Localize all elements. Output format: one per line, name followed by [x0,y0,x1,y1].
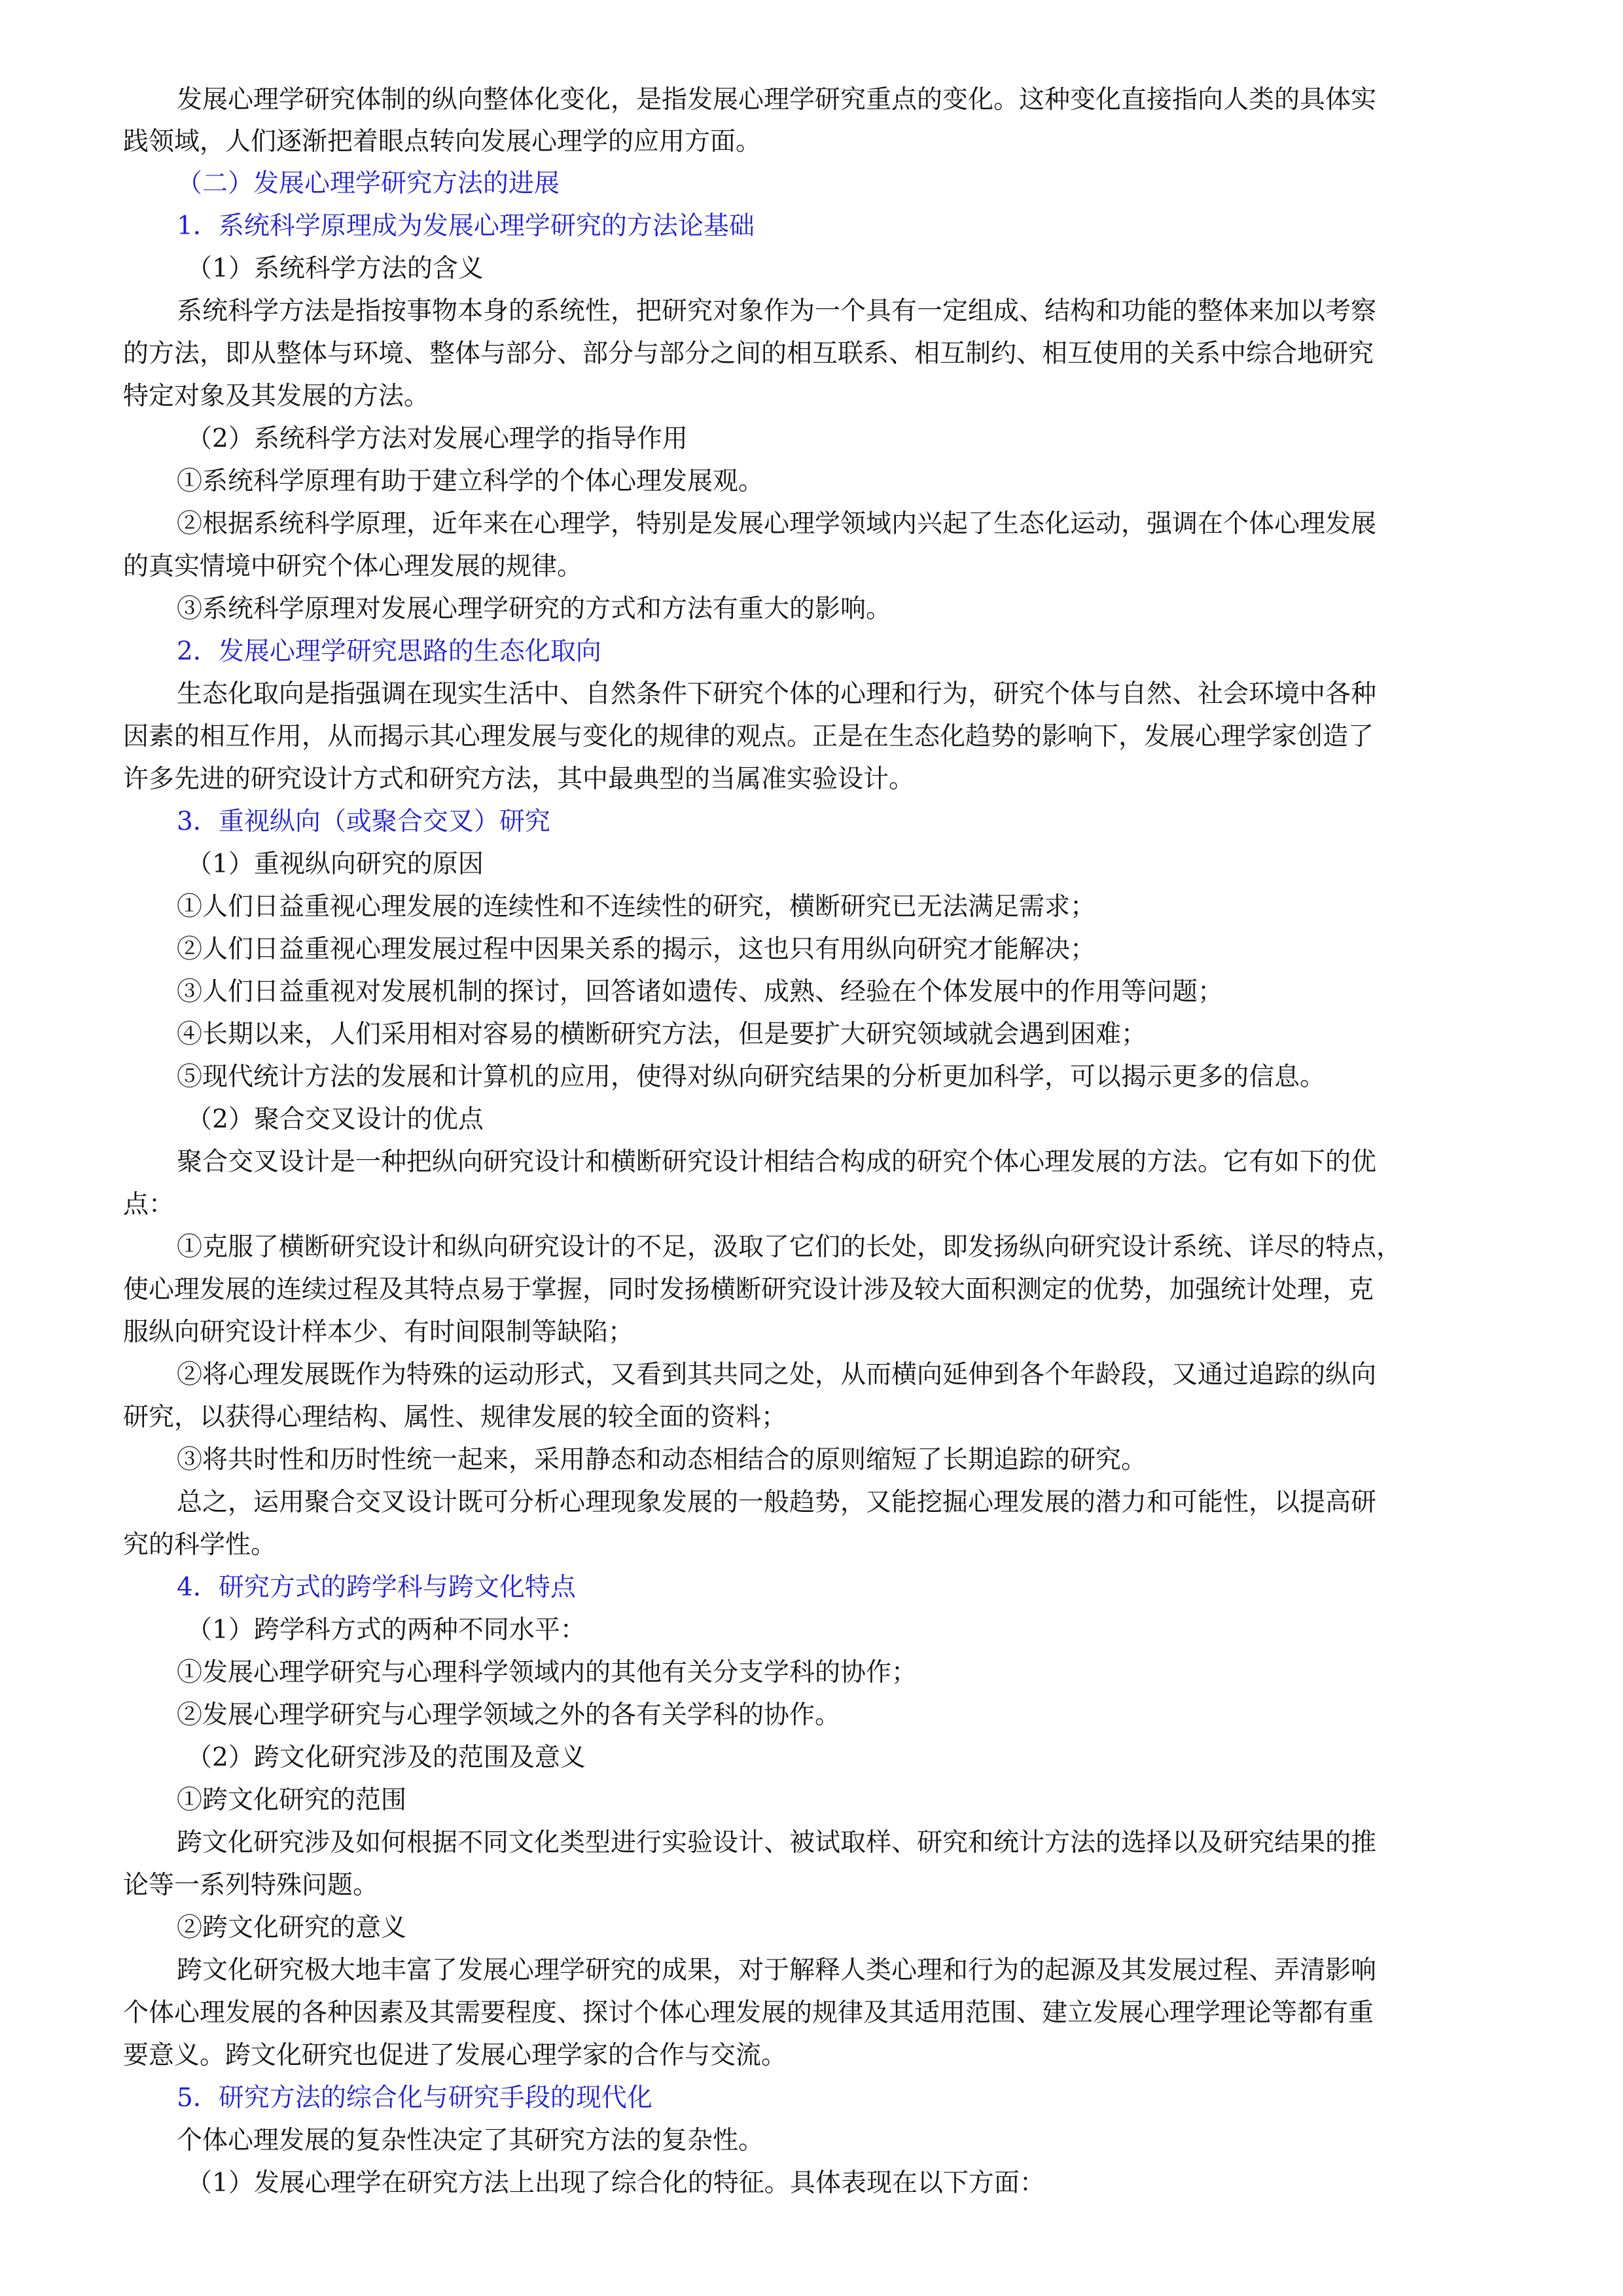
section-heading: 3．重视纵向（或聚合交叉）研究 [177,807,550,836]
paragraph-line: ①系统科学原理有助于建立科学的个体心理发展观。 [177,467,764,496]
paragraph-line: 跨文化研究极大地丰富了发展心理学研究的成果，对于解释人类心理和行为的起源及其发展过程、弄清影响 [177,1956,1377,1985]
section-heading: （二）发展心理学研究方法的进展 [177,169,560,198]
subheading: （1）系统科学方法的含义 [187,254,484,283]
subheading: （1）跨学科方式的两种不同水平： [187,1615,586,1645]
paragraph-line: ③系统科学原理对发展心理学研究的方式和方法有重大的影响。 [177,594,892,624]
paragraph-line: 许多先进的研究设计方式和研究方法，其中最典型的当属准实验设计。 [123,764,915,794]
paragraph-line: 系统科学方法是指按事物本身的系统性，把研究对象作为一个具有一定组成、结构和功能的整体来加以考察 [177,296,1377,326]
subheading: （2）跨文化研究涉及的范围及意义 [187,1743,586,1772]
paragraph-line: 论等一系列特殊问题。 [123,1871,379,1900]
paragraph-line: 生态化取向是指强调在现实生活中、自然条件下研究个体的心理和行为，研究个体与自然、社会环境中各种 [177,679,1377,709]
section-heading: 4．研究方式的跨学科与跨文化特点 [177,1573,576,1602]
paragraph-line: ②人们日益重视心理发展过程中因果关系的揭示，这也只有用纵向研究才能解决； [177,935,1096,964]
paragraph-line: 的方法，即从整体与环境、整体与部分、部分与部分之间的相互联系、相互制约、相互使用的关系中综合地研究 [123,339,1374,368]
paragraph-line: 点： [123,1190,175,1219]
paragraph-line: ③人们日益重视对发展机制的探讨，回答诸如遗传、成熟、经验在个体发展中的作用等问题； [177,977,1224,1007]
section-heading: 2．发展心理学研究思路的生态化取向 [177,637,601,666]
paragraph-line: 的真实情境中研究个体心理发展的规律。 [123,552,583,581]
paragraph-line: ④长期以来，人们采用相对容易的横断研究方法，但是要扩大研究领域就会遇到困难； [177,1020,1147,1049]
paragraph-line: 研究，以获得心理结构、属性、规律发展的较全面的资料； [123,1403,787,1432]
paragraph-line: ①发展心理学研究与心理科学领域内的其他有关分支学科的协作； [177,1658,918,1687]
paragraph-line: 特定对象及其发展的方法。 [123,382,430,411]
paragraph-line: 服纵向研究设计样本少、有时间限制等缺陷； [123,1318,634,1347]
paragraph-line: ②将心理发展既作为特殊的运动形式，又看到其共同之处，从而横向延伸到各个年龄段，又通过追踪的纵向 [177,1360,1377,1390]
paragraph-line: ③将共时性和历时性统一起来，采用静态和动态相结合的原则缩短了长期追踪的研究。 [177,1445,1147,1475]
paragraph-line: 要意义。跨文化研究也促进了发展心理学家的合作与交流。 [123,2041,787,2070]
paragraph-line: ⑤现代统计方法的发展和计算机的应用，使得对纵向研究结果的分析更加科学，可以揭示更多的信息。 [177,1062,1326,1092]
paragraph-line: 究的科学性。 [123,1530,277,1560]
subheading: （1）发展心理学在研究方法上出现了综合化的特征。具体表现在以下方面： [187,2168,1045,2198]
section-heading: 5．研究方法的综合化与研究手段的现代化 [177,2083,652,2113]
paragraph-line: ②跨文化研究的意义 [177,1913,407,1943]
paragraph-line: 发展心理学研究体制的纵向整体化变化，是指发展心理学研究重点的变化。这种变化直接指向人类的具体实 [177,85,1377,115]
paragraph-line: 聚合交叉设计是一种把纵向研究设计和横断研究设计相结合构成的研究个体心理发展的方法。它有如下的优 [177,1147,1377,1177]
paragraph-line: 跨文化研究涉及如何根据不同文化类型进行实验设计、被试取样、研究和统计方法的选择以及研究结果的推 [177,1828,1377,1857]
section-heading: 1．系统科学原理成为发展心理学研究的方法论基础 [177,211,755,241]
paragraph-line: ②根据系统科学原理，近年来在心理学，特别是发展心理学领域内兴起了生态化运动，强调在个体心理发展 [177,509,1377,539]
paragraph-line: ②发展心理学研究与心理学领域之外的各有关学科的协作。 [177,1700,841,1730]
paragraph-line: 因素的相互作用，从而揭示其心理发展与变化的规律的观点。正是在生态化趋势的影响下，发展心理学家创造了 [123,722,1374,751]
subheading: （2）聚合交叉设计的优点 [187,1105,484,1134]
paragraph-line: 使心理发展的连续过程及其特点易于掌握，同时发扬横断研究设计涉及较大面积测定的优势，加强统计处理，克 [123,1275,1374,1304]
paragraph-line: 个体心理发展的各种因素及其需要程度、探讨个体心理发展的规律及其适用范围、建立发展心理学理论等都有重 [123,1998,1374,2028]
subheading: （2）系统科学方法对发展心理学的指导作用 [187,424,688,454]
paragraph-line: 个体心理发展的复杂性决定了其研究方法的复杂性。 [177,2126,764,2155]
paragraph-line: ①跨文化研究的范围 [177,1785,407,1815]
paragraph-line: ①人们日益重视心理发展的连续性和不连续性的研究，横断研究已无法满足需求； [177,892,1096,922]
paragraph-line: ①克服了横断研究设计和纵向研究设计的不足，汲取了它们的长处，即发扬纵向研究设计系统、详尽的特点， [177,1232,1402,1262]
paragraph-line: 践领域，人们逐渐把着眼点转向发展心理学的应用方面。 [123,127,762,156]
subheading: （1）重视纵向研究的原因 [187,850,484,879]
paragraph-line: 总之，运用聚合交叉设计既可分析心理现象发展的一般趋势，又能挖掘心理发展的潜力和可能性，以提高研 [177,1488,1377,1517]
